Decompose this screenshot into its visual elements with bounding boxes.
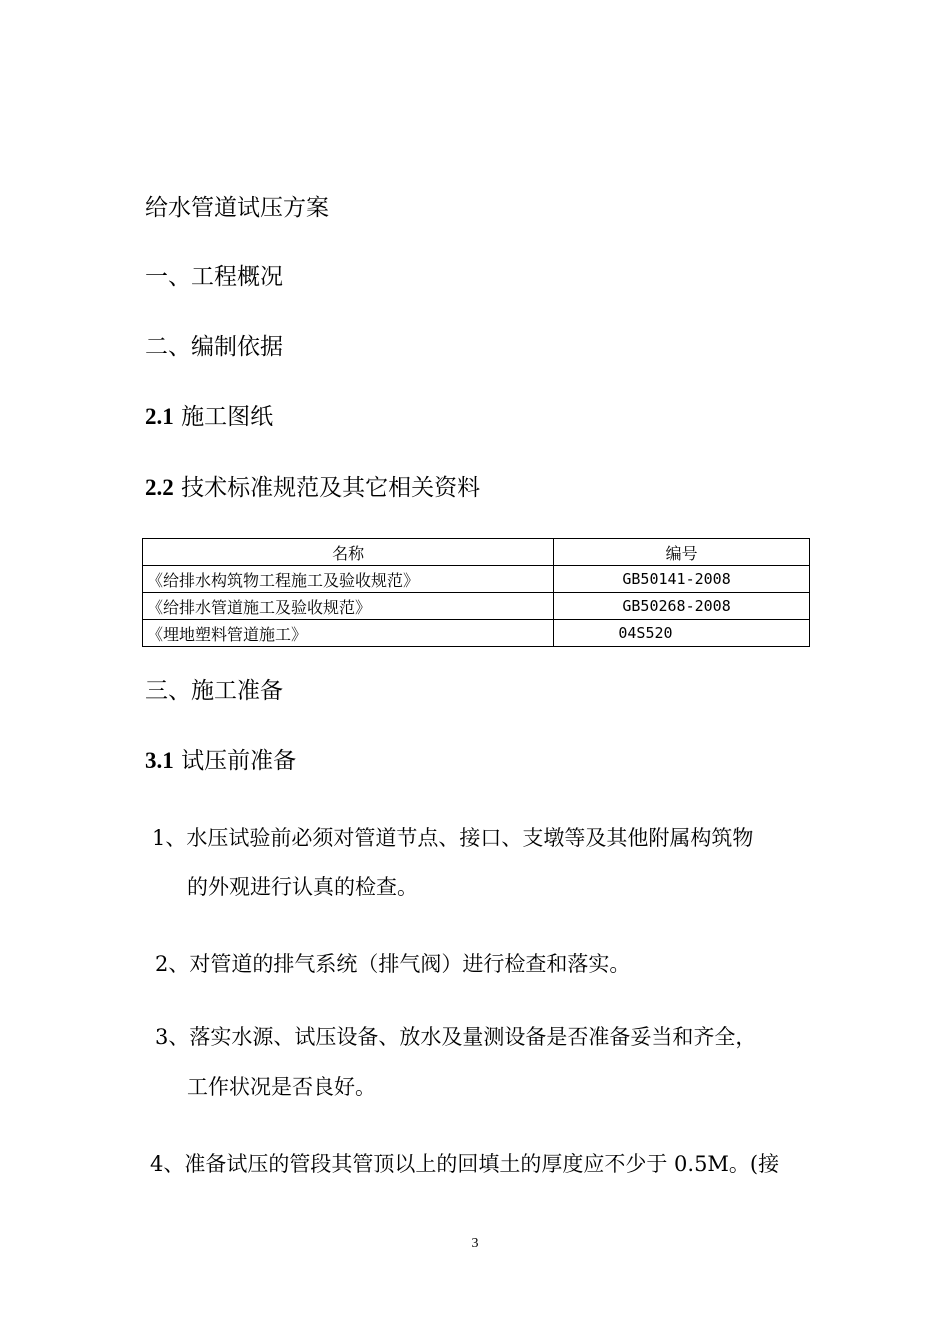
standard-name: 《给排水构筑物工程施工及验收规范》 xyxy=(143,566,554,593)
list-item-4: 4、准备试压的管段其管顶以上的回填土的厚度应不少于 0.5M。(接 xyxy=(150,1152,780,1176)
table-row xyxy=(143,593,810,620)
standards-table xyxy=(142,538,810,647)
subsection-number: 2.2 xyxy=(145,475,174,500)
section-heading-3: 三、施工准备 xyxy=(145,678,283,704)
subsection-number: 3.1 xyxy=(145,748,174,773)
subsection-text: 技术标准规范及其它相关资料 xyxy=(181,475,481,501)
table-row xyxy=(143,620,810,647)
standard-code: 04S520 xyxy=(554,620,810,647)
list-item-1-line-2: 的外观进行认真的检查。 xyxy=(187,875,418,899)
list-item-2: 2、对管道的排气系统（排气阀）进行检查和落实。 xyxy=(155,952,631,976)
subsection-number: 2.1 xyxy=(145,404,174,429)
page-number: 3 xyxy=(471,1236,479,1251)
list-item-3-line-1: 3、落实水源、试压设备、放水及量测设备是否准备妥当和齐全， xyxy=(155,1025,757,1049)
subsection-2-1 xyxy=(145,403,273,431)
section-heading-1: 一、工程概况 xyxy=(145,264,283,290)
table-header-row xyxy=(143,539,810,566)
subsection-text: 施工图纸 xyxy=(181,404,274,430)
table-header-code: 编号 xyxy=(554,539,810,566)
list-item-1-line-1: 1、水压试验前必须对管道节点、接口、支墩等及其他附属构筑物 xyxy=(152,826,754,850)
table-row xyxy=(143,566,810,593)
subsection-3-1 xyxy=(145,747,296,775)
list-item-3-line-2: 工作状况是否良好。 xyxy=(187,1075,376,1099)
subsection-2-2 xyxy=(145,474,480,502)
standard-code: GB50268-2008 xyxy=(554,593,810,620)
subsection-text: 试压前准备 xyxy=(181,748,297,774)
table-header-name: 名称 xyxy=(143,539,554,566)
standard-name: 《给排水管道施工及验收规范》 xyxy=(143,593,554,620)
standard-name: 《埋地塑料管道施工》 xyxy=(143,620,554,647)
section-heading-2: 二、编制依据 xyxy=(145,334,283,360)
standard-code: GB50141-2008 xyxy=(554,566,810,593)
document-title: 给水管道试压方案 xyxy=(145,195,329,221)
